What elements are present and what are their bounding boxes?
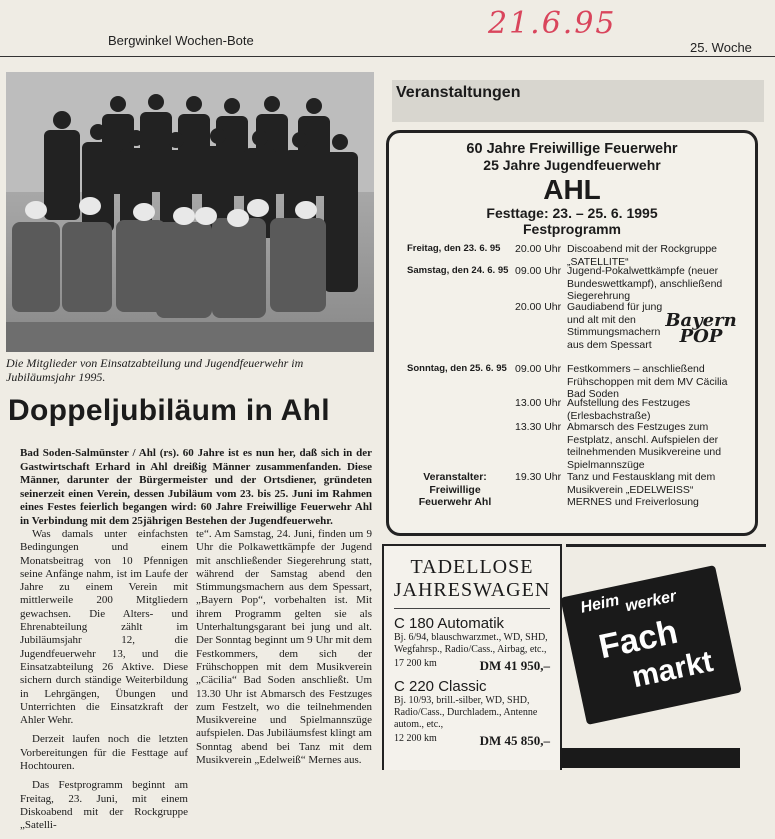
event-time: 20.00 Uhr — [515, 243, 562, 255]
car-price: DM 45 850,– — [479, 733, 550, 748]
car-model: C 220 Classic — [394, 678, 487, 695]
event-day: Samstag, den 24. 6. 95 — [407, 265, 509, 276]
car-km: 17 200 km — [394, 658, 437, 669]
section-title: Veranstaltungen — [396, 84, 521, 101]
car-price: DM 41 950,– — [479, 658, 550, 673]
ad-top-rule — [566, 544, 766, 547]
event-place: AHL — [543, 174, 601, 205]
event-time: 09.00 Uhr — [515, 363, 562, 375]
photo-caption: Die Mitglieder von Einsatzabteilung und Jugendfeuerwehr im Jubiläumsjahr 1995. — [6, 356, 304, 384]
event-text: Gaudiabend für jung und alt mit den Stimmungsmachern aus dem Spessart — [567, 301, 663, 351]
article-paragraph: Das Festprogramm beginnt am Freitag, 23. Juni, mit einem Diskoabend mit der Rockgruppe „Satelli- — [20, 779, 188, 832]
fachmarkt-word-2: werker — [623, 587, 678, 616]
event-title-1: 60 Jahre Freiwillige Feuerwehr — [466, 141, 678, 157]
fachmarkt-word-3: Fach — [595, 612, 682, 667]
event-box — [386, 130, 758, 536]
car-desc: Bj. 6/94, blauschwarzmet., WD, SHD, Wegfahrsp., Radio/Cass., Airbag, etc., — [394, 632, 548, 655]
header-rule — [0, 56, 775, 57]
article-paragraph: Was damals unter einfachsten Bedingungen und einem Monatsbeitrag von 10 Pfennigen seine Anfänge nahm, ist im Laufe der Jahre zu einem Verein mit mittlerweile 200 Mitgliedern gewachsen. Die Alters- und Ehrenabteilung zählt im Jubiläumsjahr 12, die Jugendfeuerwehr 13, und die Einsatzabteilung 26 Aktive. Diese sichern durch ständige Weiterbildung in Lehrgängen, Übungen und Unterrichten die Einsatzkraft der Ahler Wehr. — [20, 528, 188, 727]
car-listing — [384, 674, 560, 749]
fachmarkt-word-1: Heim — [579, 591, 621, 617]
event-schedule — [389, 243, 755, 508]
event-organizer: Veranstalter: Freiwillige Feuerwehr Ahl — [418, 471, 492, 508]
article-column-1 — [20, 528, 188, 839]
car-price-row — [394, 658, 550, 674]
event-text: Abmarsch des Festzuges zum Festplatz, anschl. Aufspielen der teilnehmenden Musikvereine und Spielmannszüge — [567, 421, 722, 471]
car-ad-title-2: JAHRESWAGEN — [393, 579, 551, 601]
event-time: 20.00 Uhr — [515, 301, 562, 313]
event-time: 13.30 Uhr — [515, 421, 562, 433]
event-title-2: 25 Jahre Jugendfeuerwehr — [483, 157, 661, 173]
article-column-2 — [196, 528, 372, 773]
bottom-ad-fragment — [560, 748, 740, 768]
car-listing — [384, 609, 560, 674]
car-desc: Bj. 10/93, brill.-silber, WD, SHD, Radio/Cass., Durchladem., Antenne autom., etc., — [394, 695, 538, 730]
bayern-pop-logo: Bayern POP — [665, 310, 737, 347]
event-time: 13.00 Uhr — [515, 397, 562, 409]
car-model: C 180 Automatik — [394, 615, 505, 632]
car-km: 12 200 km — [394, 733, 437, 744]
event-text: Tanz und Festausklang mit dem Musikverein „EDELWEISS“ MERNES und Freiverlosung — [567, 471, 716, 508]
event-time: 19.30 Uhr — [515, 471, 562, 483]
fachmarkt-logo — [560, 565, 742, 725]
article-headline: Doppeljubiläum in Ahl — [8, 394, 330, 427]
event-program-title: Festprogramm — [522, 221, 622, 237]
event-time: 09.00 Uhr — [515, 265, 562, 277]
event-day: Sonntag, den 25. 6. 95 — [407, 363, 507, 374]
event-text: Discoabend mit der Rockgruppe „SATELLITE“ — [567, 243, 717, 268]
article-paragraph: te“. Am Samstag, 24. Juni, finden um 9 Uhr die Polkawettkämpfe der Jugend mit anschließender Siegerehrung statt, während der Samstag abend den Stimmungsmachern aus dem Spessart, „Bayern Pop“, vorbehalten ist. Mit ihrem Programm gelten sie als Unterhaltungsgarant bei jung und alt. Der Sonntag beginnt um 9 Uhr mit dem Festkommers, dem sich der Frühschoppen mit dem Musikverein „Cäcilia“ Bad Soden anschließt. Um 13.30 Uhr ist Abmarsch des Festzuges zum Festzelt, wo die teilnehmenden Musikvereine und Spielmannszüge aufspielen. Das Jubiläumsfest klingt am Sonntag abend bei Tanz mit dem Musikverein „Edelweiß“ Mernes aus. — [196, 528, 372, 767]
firefighters-photo-illustration — [6, 72, 374, 352]
handwritten-date: 21.6.95 — [488, 6, 617, 41]
event-text: Aufstellung des Festzuges (Erlesbachstraße) — [567, 397, 691, 422]
event-text: Jugend-Pokalwettkämpfe (neuer Bundeswettkampf), anschließend Siegerehrung — [567, 265, 723, 302]
week-number: 25. Woche — [690, 40, 752, 55]
group-photo — [6, 72, 374, 352]
event-text: Festkommers – anschließend Frühschoppen mit dem MV Cäcilia Bad Soden — [567, 363, 728, 400]
car-ad — [382, 544, 562, 770]
event-day: Freitag, den 23. 6. 95 — [407, 243, 501, 254]
event-dates: Festtage: 23. – 25. 6. 1995 — [486, 205, 658, 221]
car-ad-title-1: TADELLOSE — [410, 556, 534, 578]
article-lead: Bad Soden-Salmünster / Ahl (rs). 60 Jahre ist es nun her, daß sich in der Gastwirtschaft Erhard in Ahl dreißig Männer zusammenfanden. Diese Männer, darunter der Bürgermeister und der Ortsdiener, gründeten seinerzeit einen Verein, dessen Jubiläum vom 23. bis 25. Juni im Rahmen eines Festes feierlich begangen wird: 60 Jahre Freiwillige Feuerwehr Ahl in Verbindung mit dem 25jährigen Bestehen der Jugendfeuerwehr. — [20, 447, 372, 527]
newspaper-name: Bergwinkel Wochen-Bote — [108, 33, 254, 48]
fachmarkt-word-4: markt — [629, 644, 716, 695]
car-price-row — [394, 733, 550, 749]
article-paragraph: Derzeit laufen noch die letzten Vorbereitungen für die Festtage auf Hochtouren. — [20, 733, 188, 773]
